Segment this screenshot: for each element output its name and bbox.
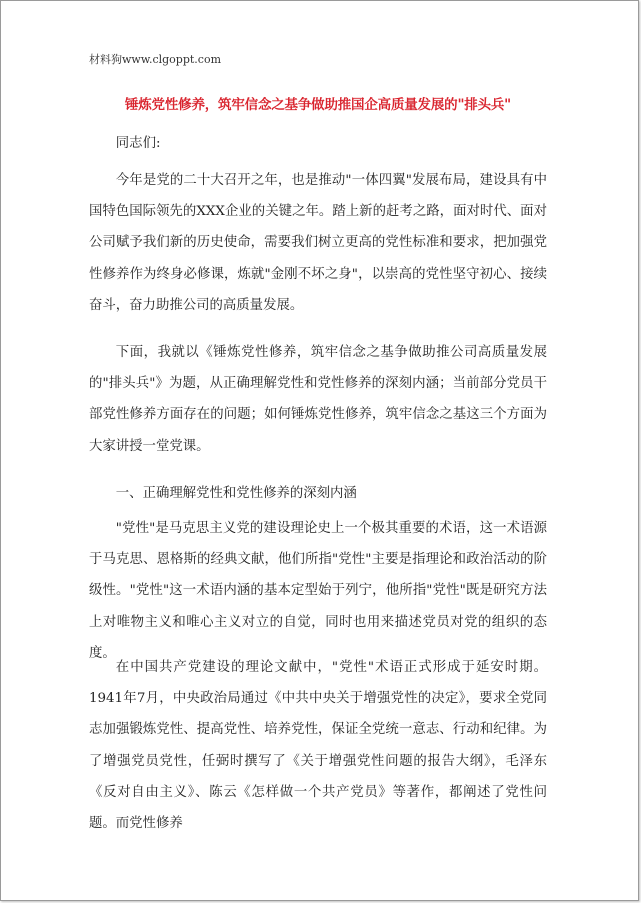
paragraph-party-spirit-history: 在中国共产党建设的理论文献中，"党性"术语正式形成于延安时期。1941年7月，中央政治局通过《中共中央关于增强党性的决定》，要求全党同志加强锻炼党性、提高党性、培养党性，保证全党统一意志、行动和纪律。为了增强党员党性，任弼时撰写了《关于增强党性问题的报告大纲》，毛泽东《反对自由主义》、陈云《怎样做一个共产党员》等著作，都阐述了党性问题。而党性修养 <box>89 660 547 832</box>
header-watermark-url: 材料狗www.clgoppt.com <box>89 53 221 66</box>
paragraph-party-spirit-origin: "党性"是马克思主义党的建设理论史上一个极其重要的术语，这一术语源于马克思、恩格斯的经典文献，他们所指"党性"主要是指理论和政治活动的阶级性。"党性"这一术语内涵的基本定型始于列宁，他所指"党性"既是研究方法上对唯物主义和唯心主义对立的自觉，同时也用来描述党员对党的组织的态度。 <box>89 521 547 661</box>
paragraph-intro: 今年是党的二十大召开之年，也是推动"一体四翼"发展布局，建设具有中国特色国际领先的XXX企业的关键之年。踏上新的赶考之路，面对时代、面对公司赋予我们新的历史使命，需要我们树立更高的党性标准和要求，把加强党性修养作为终身必修课，炼就"金刚不坏之身"，以崇高的党性坚守初心、接续奋斗，奋力助推公司的高质量发展。 <box>89 173 547 313</box>
section-heading: 一、正确理解党性和党性修养的深刻内涵 <box>115 486 357 501</box>
paragraph-outline: 下面，我就以《锤炼党性修养，筑牢信念之基争做助推公司高质量发展的"排头兵"》为题，从正确理解党性和党性修养的深刻内涵；当前部分党员干部党性修养方面存在的问题；如何锤炼党性修养，筑牢信念之基这三个方面为大家讲授一堂党课。 <box>89 345 547 454</box>
salutation: 同志们: <box>115 136 161 151</box>
document-title: 锤炼党性修养，筑牢信念之基争做助推国企高质量发展的"排头兵" <box>124 97 512 113</box>
